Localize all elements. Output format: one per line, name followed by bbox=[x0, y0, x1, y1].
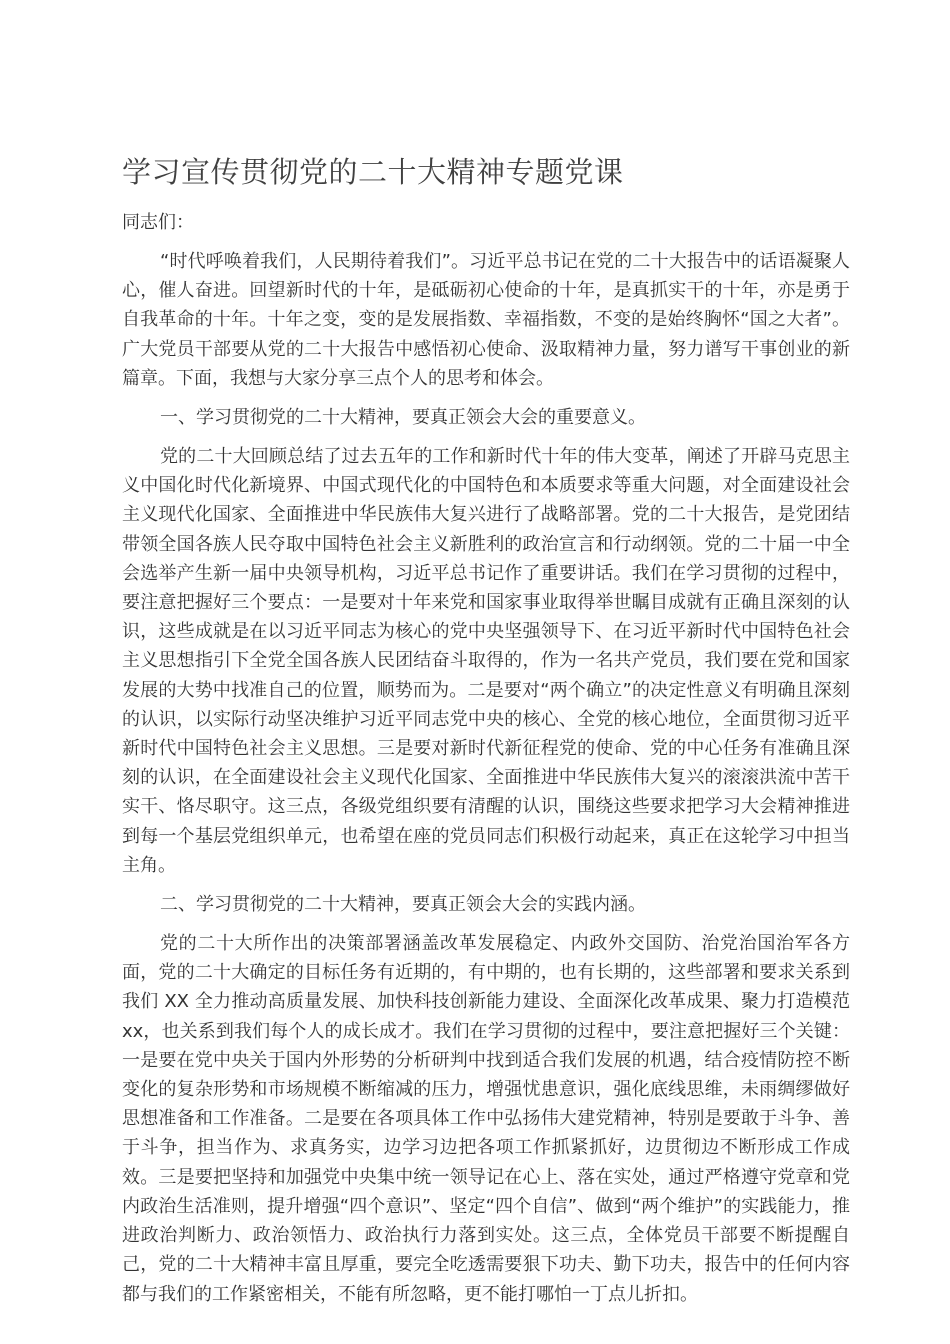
section-heading-2: 二、学习贯彻党的二十大精神，要真正领会大会的实践内涵。 bbox=[160, 894, 646, 916]
section-heading-1: 一、学习贯彻党的二十大精神，要真正领会大会的重要意义。 bbox=[160, 407, 646, 429]
intro-paragraph: “时代呼唤着我们，人民期待着我们”。习近平总书记在党的二十大报告中的话语凝聚人心，催人奋进。回望新时代的十年，是砥砺初心使命的十年，是真抓实干的十年，亦是勇于自我革命的十年。十年之变，变的是发展指数、幸福指数，不变的是始终胸怀“国之大者”。广大党员干部要从党的二十大报告中感悟初心使命、汲取精神力量，努力谱写干事创业的新篇章。下面，我想与大家分享三点个人的思考和体会。 bbox=[122, 251, 850, 389]
document-page bbox=[122, 150, 850, 1319]
section-body-2: 党的二十大所作出的决策部署涵盖改革发展稳定、内政外交国防、治党治国治军各方面，党的二十大确定的目标任务有近期的，有中期的，也有长期的，这些部署和要求关系到我们 XX 全力推动高质量发展、加快科技创新能力建设、全面深化改革成果、聚力打造模范 xx，也关系到我们每个人的成长成才。我们在学习贯彻的过程中，要注意把握好三个关键：一是要在党中央关于国内外形势的分析研判中找到适合我们发展的机遇，结合疫情防控不断变化的复杂形势和市场规模不断缩减的压力，增强忧患意识，强化底线思维，未雨绸缪做好思想准备和工作准备。二是要在各项具体工作中弘扬伟大建党精神，特别是要敢于斗争、善于斗争，担当作为、求真务实，边学习边把各项工作抓紧抓好，边贯彻边不断形成工作成效。三是要把坚持和加强党中央集中统一领导记在心上、落在实处，通过严格遵守党章和党内政治生活准则，提升增强“四个意识”、坚定“四个自信”、做到“两个维护”的实践能力，推进政治判断力、政治领悟力、政治执行力落到实处。这三点，全体党员干部要不断提醒自己，党的二十大精神丰富且厚重，要完全吃透需要狠下功夫、勤下功夫，报告中的任何内容都与我们的工作紧密相关，不能有所忽略，更不能打哪怕一丁点儿折扣。 bbox=[122, 933, 850, 1305]
greeting: 同志们： bbox=[122, 212, 194, 233]
section-body-1: 党的二十大回顾总结了过去五年的工作和新时代十年的伟大变革，阐述了开辟马克思主义中国化时代化新境界、中国式现代化的中国特色和本质要求等重大问题，对全面建设社会主义现代化国家、全面推进中华民族伟大复兴进行了战略部署。党的二十大报告，是党团结带领全国各族人民夺取中国特色社会主义新胜利的政治宣言和行动纲领。党的二十届一中全会选举产生新一届中央领导机构，习近平总书记作了重要讲话。我们在学习贯彻的过程中，要注意把握好三个要点：一是要对十年来党和国家事业取得举世瞩目成就有正确且深刻的认识，这些成就是在以习近平同志为核心的党中央坚强领导下、在习近平新时代中国特色社会主义思想指引下全党全国各族人民团结奋斗取得的，作为一名共产党员，我们要在党和国家发展的大势中找准自己的位置，顺势而为。二是要对“两个确立”的决定性意义有明确且深刻的认识，以实际行动坚决维护习近平同志党中央的核心、全党的核心地位，全面贯彻习近平新时代中国特色社会主义思想。三是要对新时代新征程党的使命、党的中心任务有准确且深刻的认识，在全面建设社会主义现代化国家、全面推进中华民族伟大复兴的滚滚洪流中苦干实干、恪尽职守。这三点，各级党组织要有清醒的认识，围绕这些要求把学习大会精神推进到每一个基层党组织单元，也希望在座的党员同志们积极行动起来，真正在这轮学习中担当主角。 bbox=[122, 446, 850, 876]
document-title: 学习宣传贯彻党的二十大精神专题党课 bbox=[122, 155, 624, 189]
